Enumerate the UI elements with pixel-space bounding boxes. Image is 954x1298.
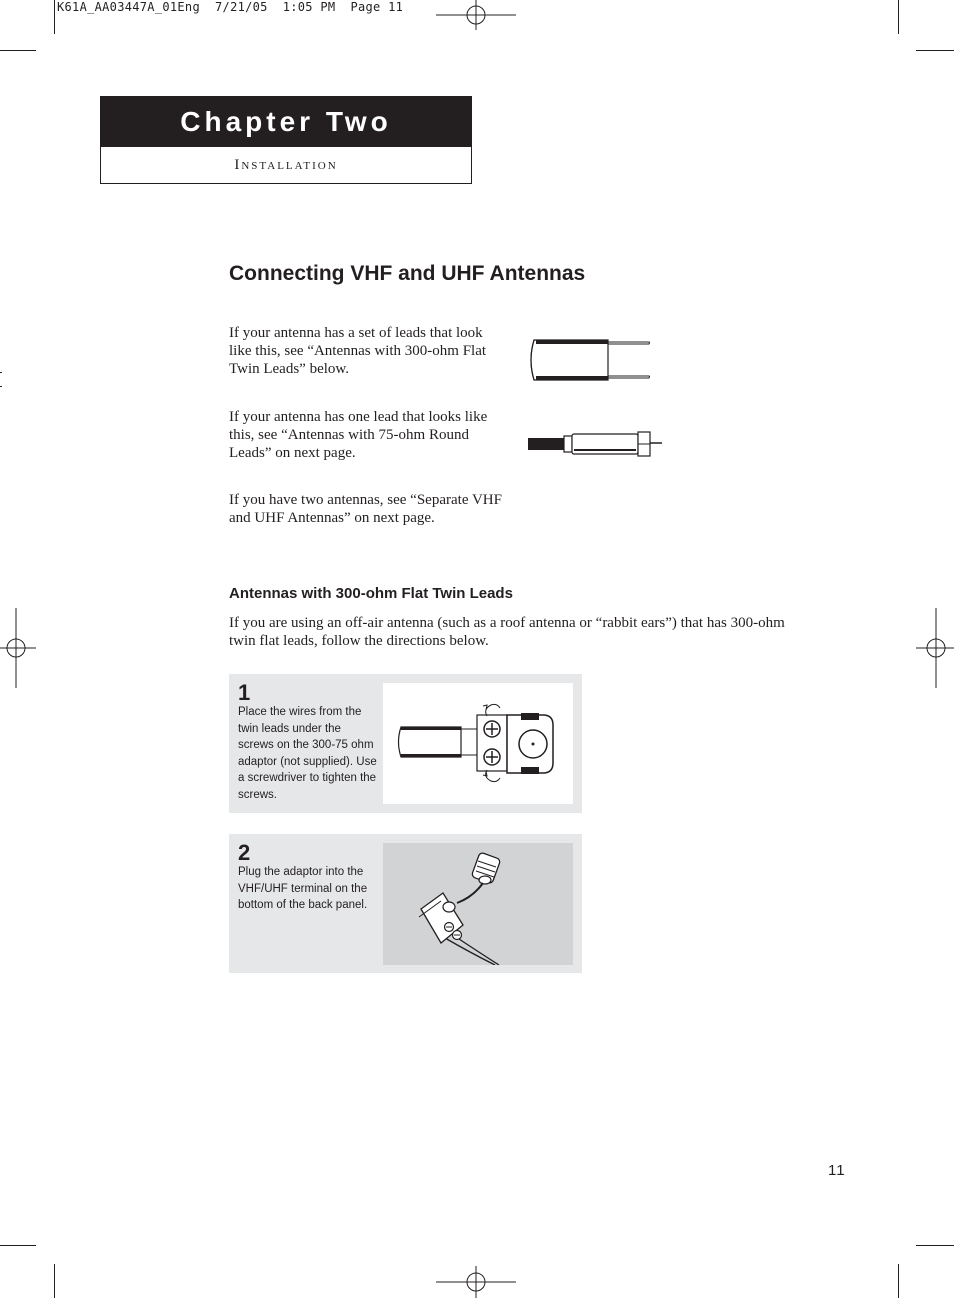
- printer-slug: K61A_AA03447A_01Eng 7/21/05 1:05 PM Page 11: [57, 0, 404, 14]
- paragraph-two-antennas: If you have two antennas, see “Separate VHF and UHF Antennas” on next page.: [229, 492, 502, 526]
- registration-mark-left: [0, 608, 36, 688]
- flat-twin-lead-illustration: [526, 335, 656, 385]
- adaptor-screws-illustration: [383, 683, 573, 804]
- registration-mark-top: [436, 0, 516, 30]
- chapter-title: Chapter Two: [101, 97, 471, 147]
- round-lead-illustration: [526, 428, 666, 460]
- subsection-intro: If you are using an off-air antenna (such as a roof antenna or “rabbit ears”) that has 300-ohm twin flat leads, follow the directions below.: [229, 615, 785, 649]
- subsection-title: Antennas with 300-ohm Flat Twin Leads: [229, 585, 513, 602]
- step-number: 2: [238, 840, 251, 865]
- paragraph-round-leads: If your antenna has one lead that looks like this, see “Antennas with 75-ohm Round Leads” on next page.: [229, 409, 488, 461]
- paragraph-flat-twin-leads: If your antenna has a set of leads that look like this, see “Antennas with 300-ohm Flat Twin Leads” below.: [229, 325, 487, 377]
- chapter-subtitle: Installation: [234, 157, 338, 173]
- chapter-header: [100, 96, 472, 184]
- step-number: 1: [238, 680, 251, 705]
- registration-mark-right: [916, 608, 954, 688]
- terminal-plug-illustration: [383, 843, 573, 965]
- section-title: Connecting VHF and UHF Antennas: [229, 262, 586, 285]
- registration-mark-bottom: [436, 1266, 516, 1298]
- step-2-panel: [229, 834, 582, 973]
- step-text: Place the wires from the twin leads under the screws on the 300-75 ohm adaptor (not supplied). Use a screwdriver to tighten the screws.: [238, 706, 377, 801]
- step-1-panel: [229, 674, 582, 813]
- step-text: Plug the adaptor into the VHF/UHF terminal on the bottom of the back panel.: [238, 866, 368, 911]
- page-number: 11: [828, 1162, 846, 1179]
